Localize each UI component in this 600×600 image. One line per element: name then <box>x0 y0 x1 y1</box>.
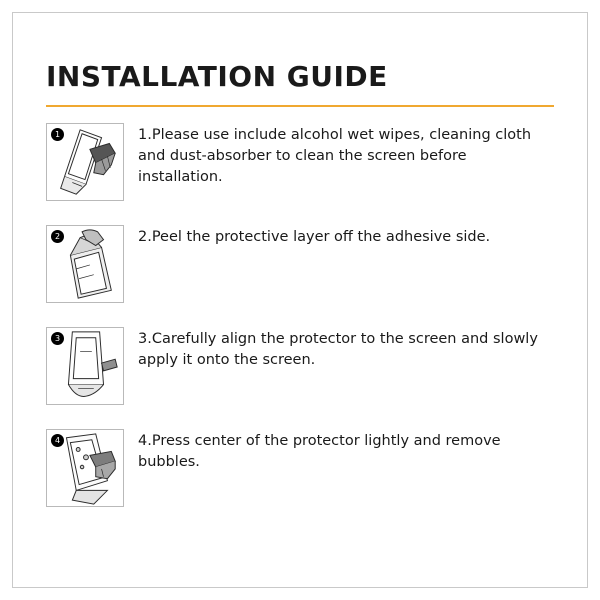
step-4-number-badge: 4 <box>51 434 64 447</box>
step-4-illustration <box>46 429 124 507</box>
title-divider <box>46 105 554 107</box>
list-item <box>46 327 554 405</box>
step-3-number-badge: 3 <box>51 332 64 345</box>
step-1-illustration <box>46 123 124 201</box>
step-2-number-badge: 2 <box>51 230 64 243</box>
step-1-number-badge: 1 <box>51 128 64 141</box>
step-2-text: 2.Peel the protective layer off the adhesive side. <box>138 229 491 245</box>
list-item <box>46 123 554 201</box>
step-1-text: 1.Please use include alcohol wet wipes, cleaning cloth and dust-absorber to clean the screen before installation. <box>138 127 532 186</box>
list-item <box>46 225 554 303</box>
step-3-text: 3.Carefully align the protector to the screen and slowly apply it onto the screen. <box>138 331 538 369</box>
guide-content <box>46 40 554 580</box>
step-2-illustration <box>46 225 124 303</box>
page-title: INSTALLATION GUIDE <box>46 60 388 93</box>
list-item <box>46 429 554 507</box>
step-4-text: 4.Press center of the protector lightly and remove bubbles. <box>138 433 501 471</box>
step-3-illustration <box>46 327 124 405</box>
steps-list <box>46 123 554 507</box>
